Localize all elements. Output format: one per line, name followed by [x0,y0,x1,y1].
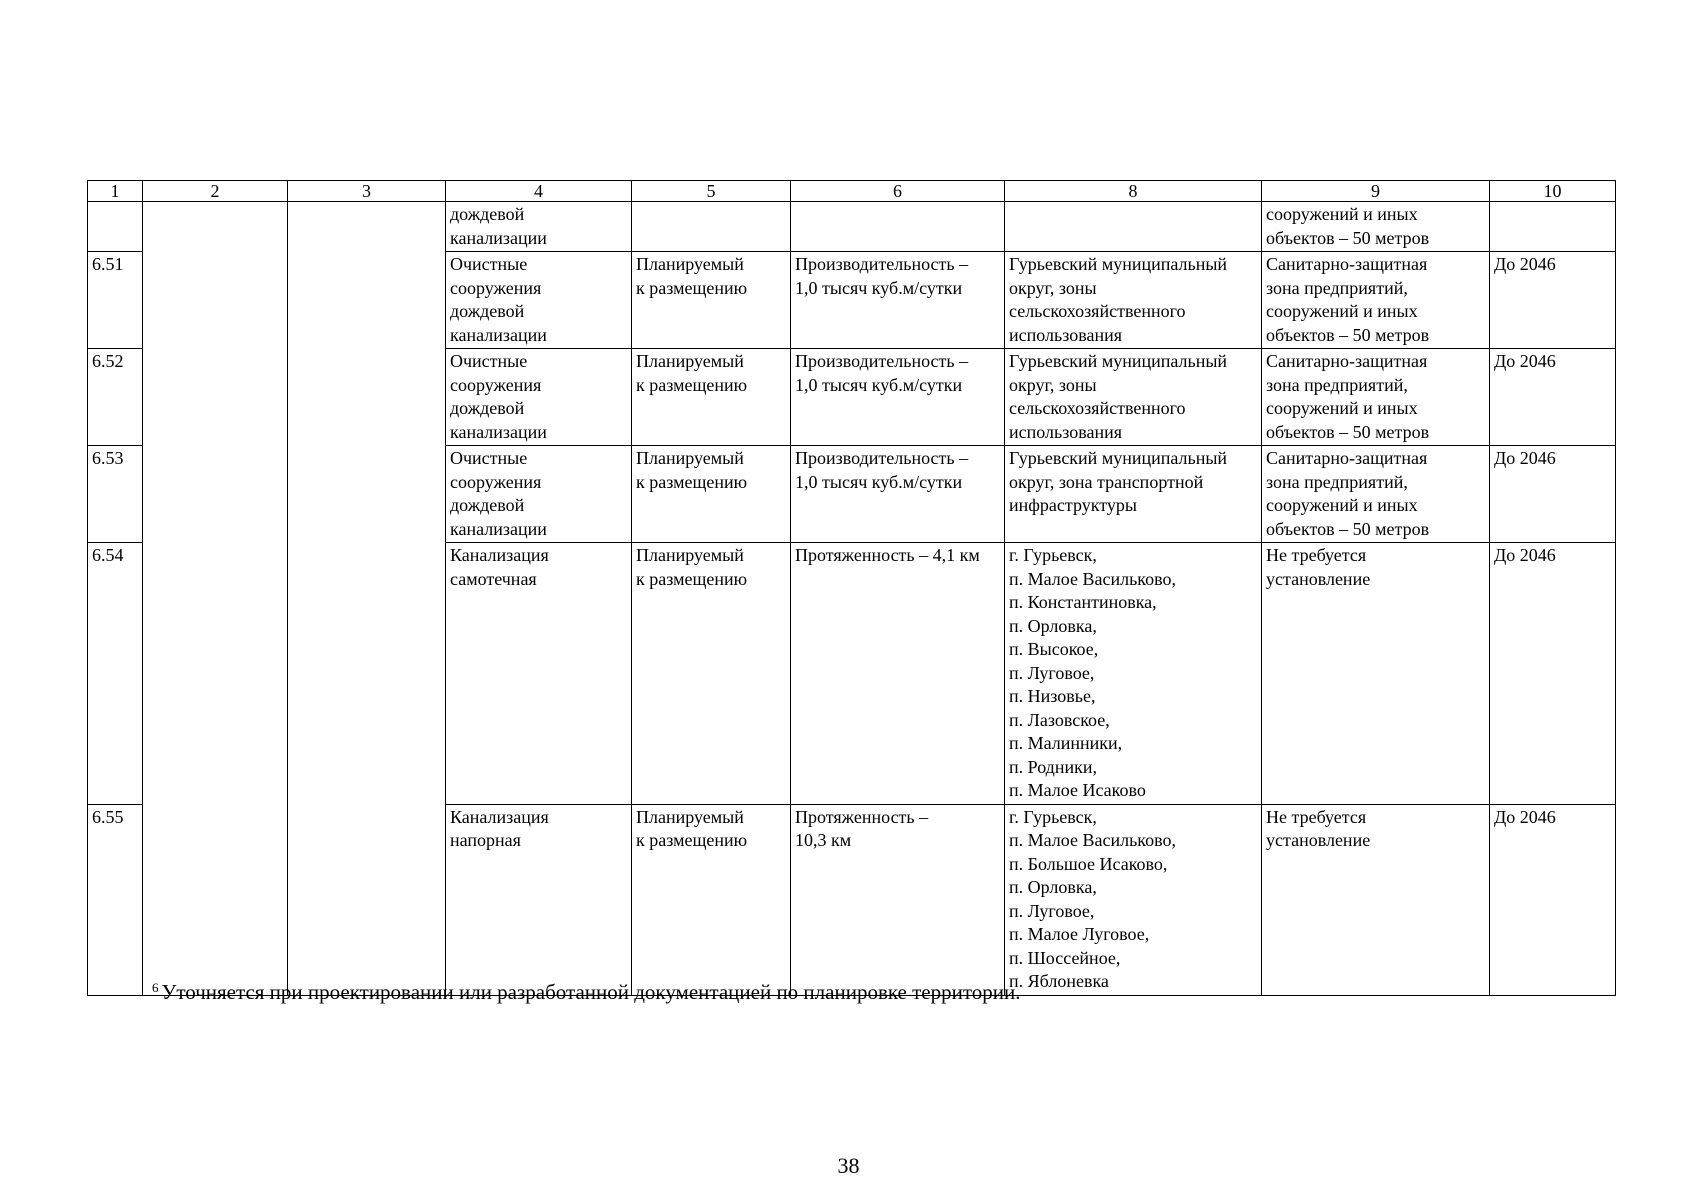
footnote-mark: 6 [152,980,159,995]
object-name-cell: Очистные сооружения дождевой канализации [446,252,632,349]
objects-table [87,180,1616,996]
table-cell [88,202,143,252]
parameter-cell: Производительность – 1,0 тысяч куб.м/сутки [791,349,1005,446]
location-cell: Гурьевский муниципальный округ, зоны сельскохозяйственного использования [1005,252,1262,349]
location-cell: г. Гурьевск, п. Малое Васильково, п. Большое Исаково, п. Орловка, п. Луговое, п. Малое Луговое, п. Шоссейное, п. Яблоневка [1005,804,1262,995]
header-cell: 8 [1005,181,1262,202]
term-cell: До 2046 [1490,252,1616,349]
object-name-cell: Канализация самотечная [446,543,632,805]
table-cell [791,202,1005,252]
zone-cell: Не требуется установление [1262,543,1490,805]
object-name-cell: Канализация напорная [446,804,632,995]
zone-cell: Не требуется установление [1262,804,1490,995]
location-cell: г. Гурьевск, п. Малое Васильково, п. Константиновка, п. Орловка, п. Высокое, п. Луговое, п. Низовье, п. Лазовское, п. Малинники, п. Родники, п. Малое Исаково [1005,543,1262,805]
parameter-cell: Производительность – 1,0 тысяч куб.м/сутки [791,446,1005,543]
row-number-cell: 6.53 [88,446,143,543]
parameter-cell: Протяженность – 10,3 км [791,804,1005,995]
header-cell: 1 [88,181,143,202]
status-cell: Планируемый к размещению [632,804,791,995]
row-number-cell: 6.52 [88,349,143,446]
header-cell: 3 [288,181,446,202]
status-cell: Планируемый к размещению [632,252,791,349]
status-cell: Планируемый к размещению [632,349,791,446]
header-cell: 10 [1490,181,1616,202]
table-cell [632,202,791,252]
header-cell: 2 [143,181,288,202]
table-cell-col3-merged [288,202,446,996]
object-name-cell: дождевой канализации [446,202,632,252]
table-cell [1490,202,1616,252]
zone-cell: Санитарно-защитная зона предприятий, сооружений и иных объектов – 50 метров [1262,446,1490,543]
location-cell: Гурьевский муниципальный округ, зоны сельскохозяйственного использования [1005,349,1262,446]
parameter-cell: Протяженность – 4,1 км [791,543,1005,805]
zone-cell: Санитарно-защитная зона предприятий, сооружений и иных объектов – 50 метров [1262,252,1490,349]
zone-cell: сооружений и иных объектов – 50 метров [1262,202,1490,252]
table-cell [1005,202,1262,252]
continuation-row [88,202,1616,252]
footnote [152,980,1020,1005]
page-number: 38 [837,1153,860,1178]
term-cell: До 2046 [1490,349,1616,446]
parameter-cell: Производительность – 1,0 тысяч куб.м/сутки [791,252,1005,349]
header-cell: 4 [446,181,632,202]
table-cell-col2-merged [143,202,288,996]
header-cell: 6 [791,181,1005,202]
row-number-cell: 6.54 [88,543,143,805]
zone-cell: Санитарно-защитная зона предприятий, сооружений и иных объектов – 50 метров [1262,349,1490,446]
table-header-row [88,181,1616,202]
term-cell: До 2046 [1490,543,1616,805]
status-cell: Планируемый к размещению [632,543,791,805]
status-cell: Планируемый к размещению [632,446,791,543]
term-cell: До 2046 [1490,804,1616,995]
footnote-text: Уточняется при проектировании или разработанной документацией по планировке территории. [161,980,1021,1004]
location-cell: Гурьевский муниципальный округ, зона транспортной инфраструктуры [1005,446,1262,543]
header-cell: 5 [632,181,791,202]
header-cell: 9 [1262,181,1490,202]
row-number-cell: 6.51 [88,252,143,349]
object-name-cell: Очистные сооружения дождевой канализации [446,349,632,446]
term-cell: До 2046 [1490,446,1616,543]
row-number-cell: 6.55 [88,804,143,995]
object-name-cell: Очистные сооружения дождевой канализации [446,446,632,543]
